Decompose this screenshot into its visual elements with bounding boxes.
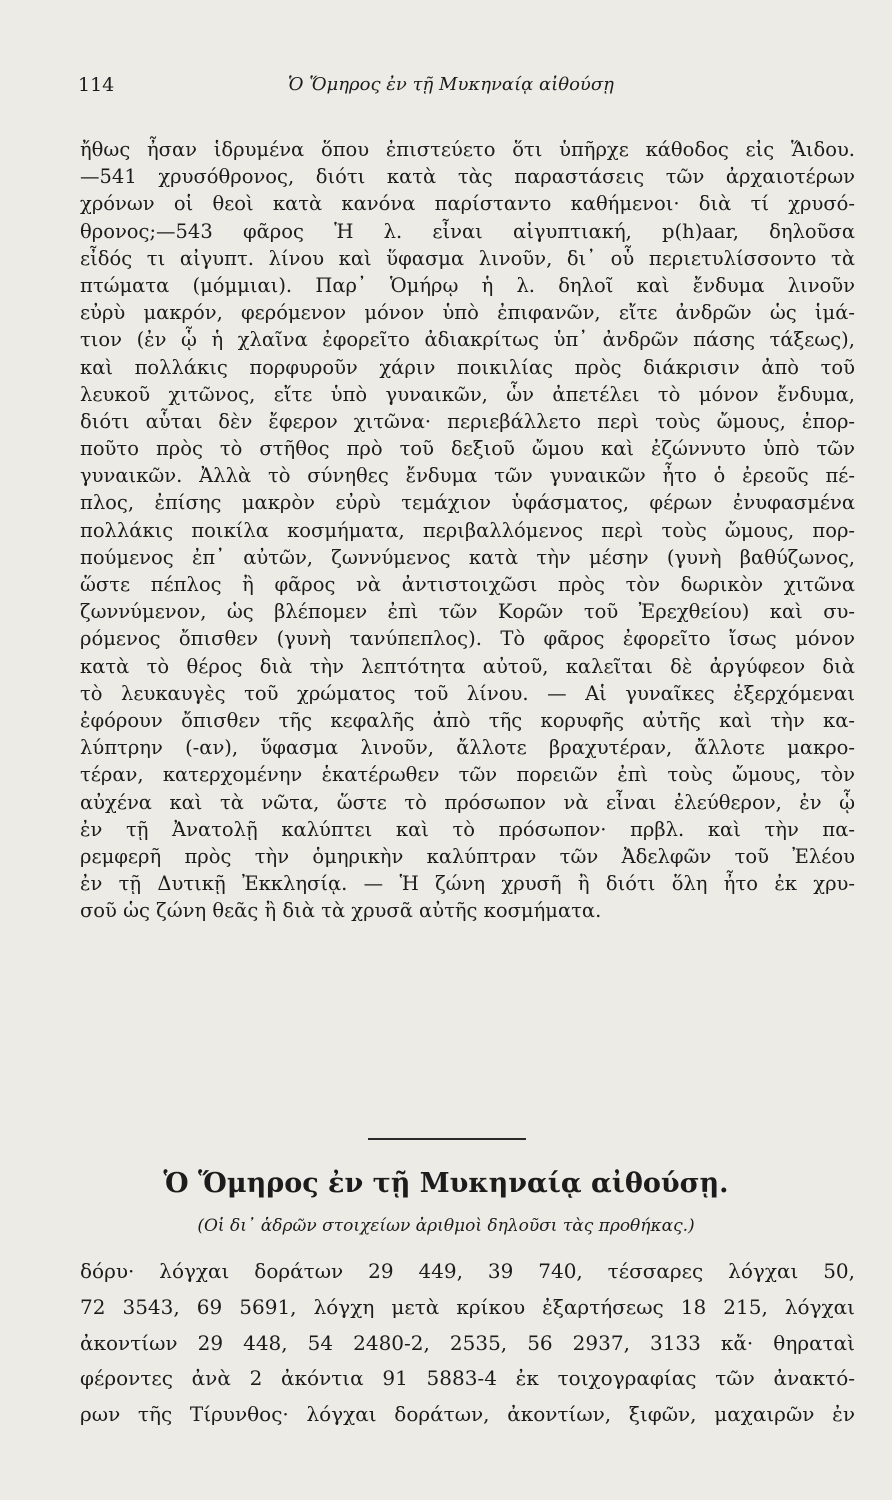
text-line: τέραν, κατερχομένην ἑκατέρωθεν τῶν πορειῶν ἐπὶ τοὺς ὤμους, τὸν [80, 763, 855, 787]
text-line: —541 χρυσόθρονος, διότι κατὰ τὰς παραστάσεις τῶν ἀρχαιοτέρων [80, 165, 855, 189]
text-line: χρόνων οἱ θεοὶ κατὰ κανόνα παρίσταντο καθήμενοι· διὰ τί χρυσό- [80, 192, 855, 216]
text-line: καὶ πολλάκις πορφυροῦν χάριν ποικιλίας πρὸς διάκρισιν ἀπὸ τοῦ [80, 355, 855, 379]
text-line: πτώματα (μόμμιαι). Παρ᾿ Ὁμήρῳ ἡ λ. δηλοῖ καὶ ἔνδυμα λινοῦν [80, 273, 855, 297]
section-title: Ὁ Ὅμηρος ἐν τῇ Μυκηναίᾳ αἰθούσῃ. [163, 1168, 729, 1199]
text-line: πολλάκις ποικίλα κοσμήματα, περιβαλλόμενος περὶ τοὺς ὤμους, πορ- [80, 518, 855, 542]
text-line: εὐρὺ μακρόν, φερόμενον μόνον ὑπὸ ἐπιφανῶν, εἴτε ἀνδρῶν ὡς ἱμά- [80, 301, 855, 325]
text-line: ζωννύμενον, ὡς βλέπομεν ἐπὶ τῶν Κορῶν τοῦ Ἐρεχθείου) καὶ συ- [80, 600, 855, 624]
text-line: τιον (ἐν ᾧ ἡ χλαῖνα ἐφορεῖτο ἀδιακρίτως ὑπ᾿ ἀνδρῶν πάσης τάξεως), [80, 328, 855, 352]
text-line: ἐν τῇ Δυτικῇ Ἐκκλησίᾳ. — Ἡ ζώνη χρυσῆ ἢ διότι ὅλη ἦτο ἐκ χρυ- [80, 872, 855, 896]
text-line: ποῦτο πρὸς τὸ στῆθος πρὸ τοῦ δεξιοῦ ὤμου καὶ ἐζώννυτο ὑπὸ τῶν [80, 437, 855, 461]
catalog-line: δόρυ· λόγχαι δοράτων 29 449, 39 740, τέσσαρες λόγχαι 50, [80, 1259, 855, 1283]
text-line: ρεμφερῆ πρὸς τὴν ὁμηρικὴν καλύπτραν τῶν Ἀδελφῶν τοῦ Ἐλέου [80, 844, 855, 868]
text-line: γυναικῶν. Ἀλλὰ τὸ σύνηθες ἔνδυμα τῶν γυναικῶν ἦτο ὁ ἐρεοῦς πέ- [80, 464, 855, 488]
text-line: πούμενος ἐπ᾿ αὐτῶν, ζωννύμενος κατὰ τὴν μέσην (γυνὴ βαθύζωνος, [80, 545, 855, 569]
text-line: θρονος;—543 φᾶρος Ἡ λ. εἶναι αἰγυπτιακή, p(h)aar, δηλοῦσα [80, 219, 855, 243]
text-line: εἶδός τι αἰγυπτ. λίνου καὶ ὕφασμα λινοῦν, δι᾿ οὗ περιετυλίσσοντο τὰ [80, 246, 855, 270]
text-line: ἐφόρουν ὄπισθεν τῆς κεφαλῆς ἀπὸ τῆς κορυφῆς αὐτῆς καὶ τὴν κα- [80, 708, 855, 732]
text-line: κατὰ τὸ θέρος διὰ τὴν λεπτότητα αὐτοῦ, καλεῖται δὲ ἀργύφεον διὰ [80, 654, 855, 678]
text-line: λευκοῦ χιτῶνος, εἴτε ὑπὸ γυναικῶν, ὧν ἀπετέλει τὸ μόνον ἔνδυμα, [80, 382, 855, 406]
catalog-line: ἀκοντίων 29 448, 54 2480-2, 2535, 56 2937, 3133 κἄ· θηραταὶ [80, 1330, 855, 1355]
catalog-line: ρων τῆς Τίρυνθος· λόγχαι δοράτων, ἀκοντίων, ξιφῶν, μαχαιρῶν ἐν [80, 1402, 855, 1427]
catalog-line: 72 3543, 69 5691, λόγχη μετὰ κρίκου ἐξαρτήσεως 18 215, λόγχαι [80, 1294, 855, 1319]
catalog-text [80, 1254, 855, 1433]
section-divider [368, 1138, 526, 1140]
text-line: πλος, ἐπίσης μακρὸν εὐρὺ τεμάχιον ὑφάσματος, φέρων ἐνυφασμένα [80, 491, 855, 515]
text-line: ὥστε πέπλος ἢ φᾶρος νὰ ἀντιστοιχῶσι πρὸς τὸν δωρικὸν χιτῶνα [80, 573, 855, 596]
page-header [78, 74, 852, 108]
running-title: Ὁ Ὅμηρος ἐν τῇ Μυκηναίᾳ αἰθούσῃ [288, 74, 614, 95]
text-line: ρόμενος ὄπισθεν (γυνὴ τανύπεπλος). Τὸ φᾶρος ἐφορεῖτο ἴσως μόνον [80, 627, 855, 651]
text-line: ἐν τῇ Ἀνατολῇ καλύπτει καὶ τὸ πρόσωπον· πρβλ. καὶ τὴν πα- [80, 817, 855, 841]
text-line: αὐχένα καὶ τὰ νῶτα, ὥστε τὸ πρόσωπον νὰ εἶναι ἐλεύθερον, ἐν ᾧ [80, 790, 855, 814]
text-line: ἤθως ἦσαν ἱδρυμένα ὅπου ἐπιστεύετο ὅτι ὑπῆρχε κάθοδος εἰς Ἅιδου. [80, 138, 855, 161]
catalog-line: φέροντες ἀνὰ 2 ἀκόντια 91 5883-4 ἐκ τοιχογραφίας τῶν ἀνακτό- [80, 1366, 855, 1391]
section-note: (Οἱ δι᾿ ἁδρῶν στοιχείων ἀριθμοὶ δηλοῦσι τὰς προθήκας.) [197, 1216, 695, 1236]
text-line: διότι αὗται δὲν ἔφερον χιτῶνα· περιεβάλλετο περὶ τοὺς ὤμους, ἐπορ- [80, 409, 855, 433]
text-line: τὸ λευκαυγὲς τοῦ χρώματος τοῦ λίνου. — Αἱ γυναῖκες ἐξερχόμεναι [80, 681, 855, 705]
text-line: λύπτρην (-αν), ὕφασμα λινοῦν, ἄλλοτε βραχυτέραν, ἄλλοτε μακρο- [80, 736, 855, 760]
commentary-text [80, 136, 855, 924]
page-number: 114 [78, 74, 115, 96]
text-line: σοῦ ὡς ζώνη θεᾶς ἢ διὰ τὰ χρυσᾶ αὐτῆς κοσμήματα. [80, 899, 602, 923]
